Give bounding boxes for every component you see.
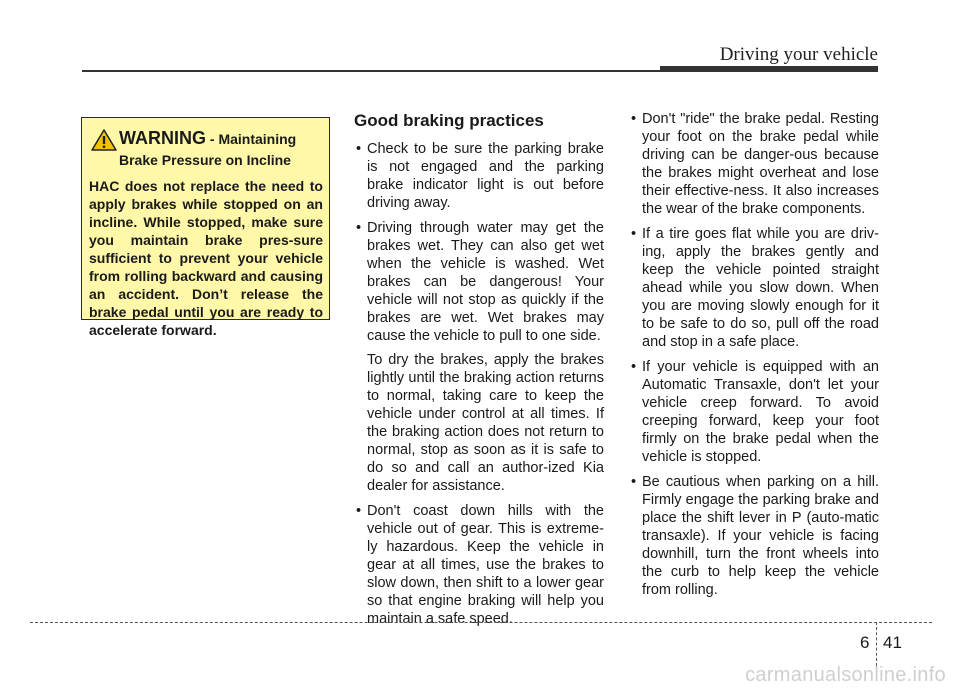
list-item bbox=[629, 473, 879, 599]
bullet-text: If your vehicle is equipped with an Automatic Transaxle, don't let your vehicle creep forward. To avoid creeping forward, keep your foot firmly on the brake pedal when the vehicle is stopped. bbox=[642, 359, 879, 465]
warning-title-line bbox=[119, 129, 296, 148]
column-right bbox=[629, 110, 879, 606]
bullet-continuation: To dry the brakes, apply the brakes lightly until the braking action returns to normal, taking care to keep the vehicle under control at all times. If the braking action does not return to normal, stop as soon as it is safe to do so and call an author-ized Kia dealer for assistance. bbox=[367, 352, 604, 494]
bullet-text: Don't "ride" the brake pedal. Resting your foot on the brake pedal while driving can be danger-ous because the brakes might overheat and lose their effective-ness. It also increases the wear of the brake components. bbox=[642, 111, 879, 217]
bullet-text: If a tire goes flat while you are driv-ing, apply the brakes gently and keep the vehicle pointed straight ahead while you slow down. When you are moving slowly enough for it to be safe to do so, pull off the road and stop in a safe place. bbox=[642, 226, 879, 350]
page-number: 41 bbox=[883, 633, 902, 652]
warning-title: WARNING bbox=[119, 128, 206, 148]
bullet-text: Check to be sure the parking brake is not engaged and the parking brake indicator light is out before driving away. bbox=[367, 141, 604, 211]
warning-box bbox=[81, 117, 330, 338]
list-item bbox=[354, 502, 604, 628]
column-middle bbox=[354, 110, 604, 635]
list-item bbox=[354, 140, 604, 212]
list-item bbox=[629, 225, 879, 351]
bullet-text: Driving through water may get the brakes wet. They can also get wet when the vehicle is washed. Wet brakes can be dangerous! Your vehicle will not stop as quickly if the brakes are wet. Wet brakes may cause the vehicle to pull to one side. bbox=[367, 220, 604, 344]
warning-triangle-icon bbox=[91, 129, 117, 151]
chapter-number: 6 bbox=[860, 633, 870, 652]
bullet-text: Be cautious when parking on a hill. Firmly engage the parking brake and place the shift lever in P (auto-matic transaxle). If your vehicle is facing downhill, turn the front wheels into the curb to help keep the vehicle from rolling. bbox=[642, 474, 879, 598]
bullet-list-right bbox=[629, 110, 879, 599]
header-rule-thick bbox=[660, 66, 878, 72]
section-title: Good braking practices bbox=[354, 111, 544, 130]
bullet-list-middle bbox=[354, 140, 604, 628]
warning-title-suffix: - Maintaining bbox=[206, 131, 297, 147]
page-header-title: Driving your vehicle bbox=[719, 44, 878, 65]
footer-rule bbox=[30, 622, 932, 623]
list-item bbox=[629, 358, 879, 466]
bullet-text: Don't coast down hills with the vehicle out of gear. This is extreme-ly hazardous. Keep the vehicle in gear at all times, use the brakes to slow down, then shift to a lower gear so that engine braking will help you maintain a safe speed. bbox=[367, 503, 604, 627]
list-item bbox=[354, 219, 604, 495]
header-rule-thin bbox=[82, 70, 662, 72]
watermark: carmanualsonline.info bbox=[745, 664, 946, 686]
warning-body: HAC does not replace the need to apply brakes while stopped on an incline. While stopped, make sure you maintain brake pres-sure sufficient to prevent your vehicle from rolling backward and causing an accident. Don’t release the brake pedal until you are ready to accelerate forward. bbox=[89, 178, 323, 338]
page-number-separator bbox=[876, 622, 877, 666]
warning-header bbox=[89, 129, 323, 151]
list-item bbox=[629, 110, 879, 218]
warning-subtitle: Brake Pressure on Incline bbox=[119, 152, 291, 168]
